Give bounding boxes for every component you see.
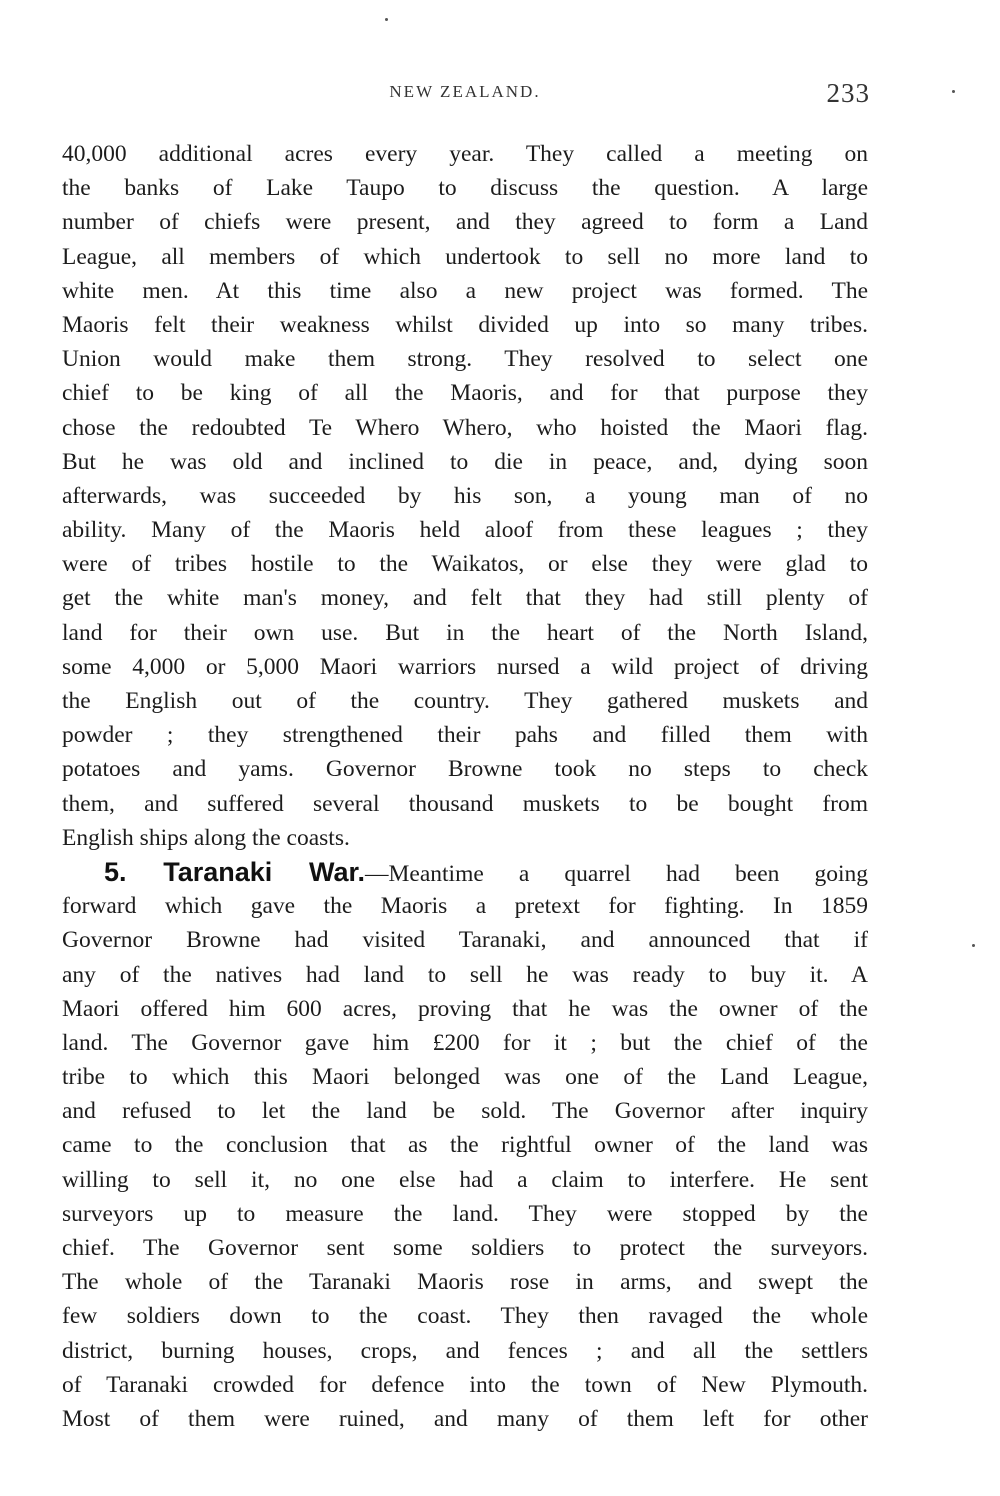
text-line: potatoes and yams. Governor Browne took no steps to check: [62, 756, 868, 783]
text-line: Governor Browne had visited Taranaki, and announced that if: [62, 927, 868, 954]
text-line: English ships along the coasts.: [62, 824, 350, 851]
text-line: Union would make them strong. They resolved to select one: [62, 346, 868, 373]
text-line: Maoris felt their weakness whilst divided up into so many tribes.: [62, 311, 868, 338]
text-line: 40,000 additional acres every year. They called a meeting on: [62, 141, 868, 167]
text-line: of Taranaki crowded for defence into the town of New Plymouth.: [62, 1371, 868, 1398]
text-line: land. The Governor gave him £200 for it ; but the chief of the: [62, 1029, 868, 1056]
text-line: powder ; they strengthened their pahs and filled them with: [62, 722, 868, 749]
text-line: some 4,000 or 5,000 Maori warriors nursed a wild project of driving: [62, 653, 868, 680]
text-line: Most of them were ruined, and many of them left for other: [62, 1405, 868, 1432]
text-line: tribe to which this Maori belonged was one of the Land League,: [62, 1064, 868, 1091]
text-line: chief. The Governor sent some soldiers to protect the surveyors.: [62, 1235, 868, 1261]
text-line: But he was old and inclined to die in peace, and, dying soon: [62, 448, 868, 475]
running-header: [60, 80, 870, 110]
section-heading-line: [62, 855, 868, 889]
text-line: chose the redoubted Te Whero Whero, who hoisted the Maori flag.: [62, 414, 868, 441]
text-line: afterwards, was succeeded by his son, a young man of no: [62, 482, 868, 509]
text-line: white men. At this time also a new project was formed. The: [62, 277, 868, 304]
text-line: and refused to let the land be sold. The Governor after inquiry: [62, 1098, 868, 1125]
page-number: 233: [826, 78, 870, 108]
text-line: chief to be king of all the Maoris, and for that purpose they: [62, 380, 868, 407]
text-line: few soldiers down to the coast. They then ravaged the whole: [62, 1303, 868, 1330]
text-line: Maori offered him 600 acres, proving that he was the owner of the: [62, 995, 868, 1022]
text-line: them, and suffered several thousand muskets to be bought from: [62, 790, 868, 817]
text-line: ability. Many of the Maoris held aloof from these leagues ; they: [62, 517, 868, 544]
section-heading: 5. Taranaki War.: [104, 856, 366, 887]
scan-speck: [972, 944, 975, 947]
text-line: willing to sell it, no one else had a claim to interfere. He sent: [62, 1166, 868, 1193]
body-text: [62, 137, 868, 1436]
text-line: any of the natives had land to sell he was ready to buy it. A: [62, 961, 868, 988]
text-line: district, burning houses, crops, and fences ; and all the settlers: [62, 1337, 868, 1364]
text-line: came to the conclusion that as the rightful owner of the land was: [62, 1132, 868, 1159]
text-line: get the white man's money, and felt that they had still plenty of: [62, 585, 868, 612]
text-line: the banks of Lake Taupo to discuss the question. A large: [62, 175, 868, 202]
text-line: surveyors up to measure the land. They were stopped by the: [62, 1200, 868, 1227]
scan-speck: [952, 90, 955, 93]
text-line: land for their own use. But in the heart of the North Island,: [62, 619, 868, 646]
running-title: NEW ZEALAND.: [389, 82, 541, 101]
text-line: number of chiefs were present, and they agreed to form a Land: [62, 209, 868, 236]
text-line: the English out of the country. They gathered muskets and: [62, 688, 868, 714]
section-first-line: —Meantime a quarrel had been going: [365, 860, 868, 887]
scan-speck: [385, 18, 388, 21]
text-line: League, all members of which undertook to sell no more land to: [62, 243, 868, 270]
text-line: forward which gave the Maoris a pretext for fighting. In 1859: [62, 893, 868, 920]
text-line: The whole of the Taranaki Maoris rose in arms, and swept the: [62, 1269, 868, 1296]
text-line: were of tribes hostile to the Waikatos, or else they were glad to: [62, 551, 868, 578]
